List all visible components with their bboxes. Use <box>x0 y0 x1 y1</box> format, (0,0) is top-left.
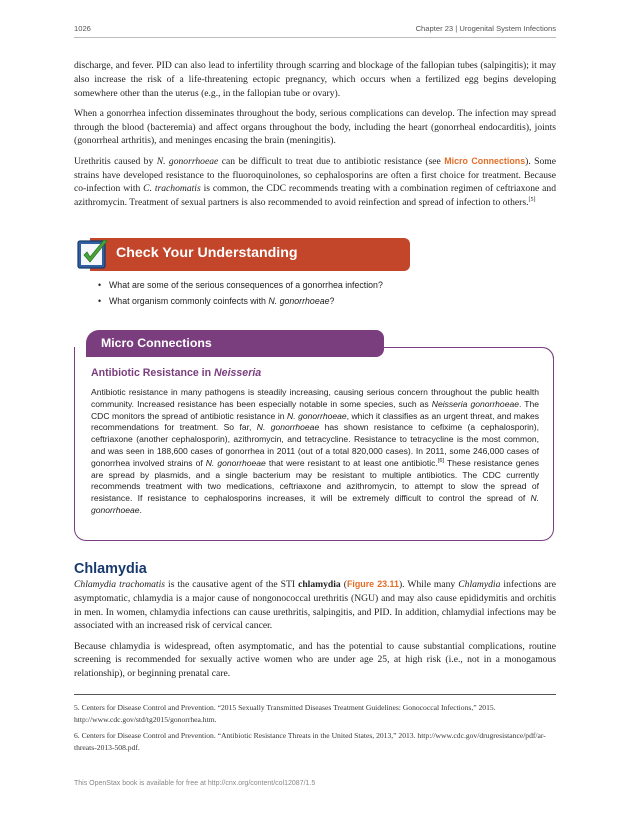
footnote-rule <box>74 694 556 695</box>
chlamydia-text <box>74 578 556 688</box>
page-footer: This OpenStax book is available for free at http://cnx.org/content/col12087/1.5 <box>74 780 316 787</box>
micro-connections-box-top <box>384 347 554 359</box>
key-term: chlamydia <box>298 579 341 590</box>
running-header <box>74 24 556 38</box>
body-text <box>74 59 556 216</box>
footnote-5: 5. Centers for Disease Control and Prevention. “2015 Sexually Transmitted Diseases Treatment Guidelines: Gonococcal Infections,” 2015. http://www.cdc.gov/std/tg2015/gonorrhea.htm. <box>74 703 496 724</box>
chapter-title: Chapter 23 | Urogenital System Infections <box>415 24 556 33</box>
paragraph-urethritis: Urethritis caused by N. gonorrhoeae can be difficult to treat due to antibiotic resistance (see Micro Connections). Some strains have developed resistance to the fluoroquinolones, so cephalosporins are often a first choice for treatment. Because co-infection with C. trachomatis is common, the CDC recommends treating with a combination regimen of ceftriaxone and azithromycin. Treatment of sexual partners is also recommended to avoid reinfection and spread of infection to others.[5] <box>74 155 556 209</box>
footnote-ref-6[interactable]: [6] <box>437 457 445 464</box>
footnote-6: 6. Centers for Disease Control and Prevention. “Antibiotic Resistance Threats in the United States, 2013,” 2013. http://www.cdc.gov/drugresistance/pdf/ar-threats-2013-508.pdf. <box>74 731 546 752</box>
feature-text: Antibiotic resistance in many pathogens is steadily increasing, causing serious concern throughout the public health community. Increased resistance has been especially notable in some species, such as Neisseria gonorrhoeae. The CDC monitors the spread of antibiotic resistance in N. gonorrhoeae, which it classifies as an urgent threat, and makes recommendations for treatment. So far, N. gonorrhoeae has shown resistance to cefixime (a cephalosporin), ceftriaxone (another cephalosporin), azithromycin, and tetracycline. Resistance to tetracycline is the most common, and was seen in 188,600 cases of gonorrhea in 2011 (out of a total 820,000 cases). In 2011, some 246,000 cases of gonorrhea involved strains of N. gonorrhoeae that were resistant to at least one antibiotic.[6] These resistance genes are spread by plasmids, and a single bacterium may be resistant to multiple antibiotics. The CDC currently recommends treatment with two medications, ceftriaxone and azithromycin, to attempt to slow the spread of resistance. If resistance to cephalosporins increases, it will be extremely difficult to control the spread of N. gonorrhoeae. <box>91 387 540 515</box>
section-heading-chlamydia: Chlamydia <box>74 561 147 577</box>
footnotes <box>74 702 556 758</box>
footnote-ref-5[interactable]: [5] <box>528 196 536 203</box>
feature-heading: Antibiotic Resistance in Neisseria <box>91 367 262 379</box>
paragraph-pid: discharge, and fever. PID can also lead to infertility through scarring and blockage of the fallopian tubes (salpingitis); it may also increase the risk of a life-threatening ectopic pregnancy, which occurs when a fertilized egg begins developing somewhere other than the uterus (e.g., in the fallopian tube or ovary). <box>74 60 556 99</box>
question-item: • What organism commonly coinfects with N. gonorrhoeae? <box>98 294 538 310</box>
micro-connections-label: Micro Connections <box>101 336 212 350</box>
header-rule <box>74 37 556 38</box>
page-number: 1026 <box>74 24 91 33</box>
check-understanding-banner <box>76 238 410 271</box>
paragraph-disseminated: When a gonorrhea infection disseminates throughout the body, serious complications can develop. The infection may spread through the blood (bacteremia) and affect organs throughout the body, including the heart (gonorrheal endocarditis), joints (gonorrheal arthritis), and meninges encasing the brain (meningitis). <box>74 107 556 147</box>
question-list <box>98 278 538 309</box>
check-understanding-title: Check Your Understanding <box>116 245 298 261</box>
checkbox-check-icon <box>76 238 109 271</box>
species-name: N. gonorrhoeae <box>156 155 219 167</box>
paragraph-chlamydia-screening: Because chlamydia is widespread, often asymptomatic, and has the potential to cause substantial complications, routine screening is recommended for sexually active women who are under age 25, at high risk (i.e., not in a monogamous relationship), or beginning prenatal care. <box>74 640 556 680</box>
paragraph-chlamydia-intro: Chlamydia trachomatis is the causative agent of the STI chlamydia (Figure 23.11). While many Chlamydia infections are asymptomatic, chlamydia is a major cause of nongonococcal urethritis (NGU) and may also cause epididymitis and orchitis in men. In women, chlamydia infections can cause urethritis, salpingitis, and PID. In addition, chlamydial infections may be associated with an increased risk of cervical cancer. <box>74 579 557 632</box>
question-item: • What are some of the serious consequences of a gonorrhea infection? <box>98 278 538 294</box>
micro-connections-tab <box>86 330 384 357</box>
micro-connections-link[interactable]: Micro Connections <box>444 155 526 166</box>
species-name: C. trachomatis <box>143 183 201 195</box>
figure-link[interactable]: Figure 23.11 <box>346 579 399 589</box>
